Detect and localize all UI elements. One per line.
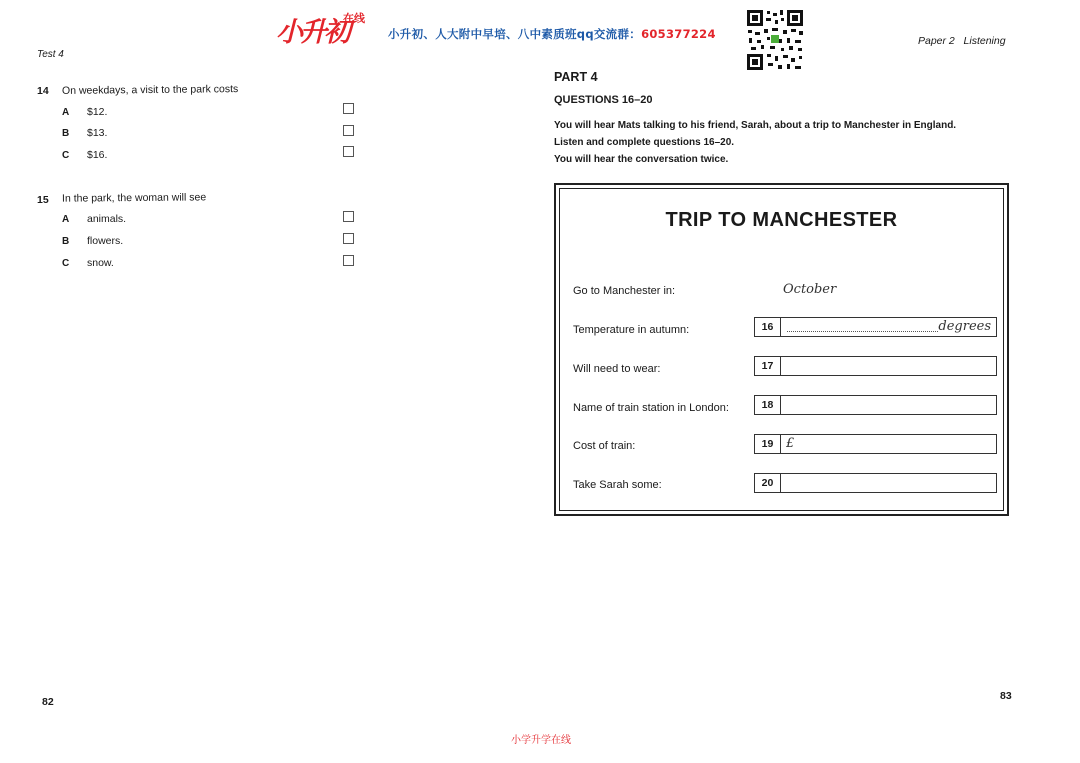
q14-option-letter-a: A [62,107,70,118]
answer-prefix-19: £ [786,436,795,451]
right-page-header: Paper 2 Listening [918,35,1006,47]
part-heading: PART 4 [554,70,598,84]
left-page-number: 82 [42,696,54,708]
logo-text: 小升初 [276,17,348,48]
notes-form [554,183,1009,516]
q14-option-text-c: $16. [87,149,108,161]
answer-number-18: 18 [755,396,781,414]
answer-unit-16: degrees [938,319,991,334]
q14-checkbox-a[interactable] [343,103,354,114]
q15-checkbox-c[interactable] [343,255,354,266]
instruction-line-2: Listen and complete questions 16–20. [554,137,735,148]
answer-field-18[interactable] [754,395,997,415]
left-page-header: Test 4 [37,49,64,60]
answer-number-16: 16 [755,318,781,336]
label-20: Take Sarah some: [573,479,662,491]
q14-checkbox-b[interactable] [343,125,354,136]
label-16: Temperature in autumn: [573,324,690,336]
watermark-banner [388,26,716,42]
question-number-14: 14 [37,85,49,97]
question-text-15: In the park, the woman will see [61,191,207,205]
qr-code-icon [745,8,805,72]
question-number-15: 15 [37,194,49,206]
label-17: Will need to wear: [573,363,661,375]
q14-option-text-a: $12. [87,106,108,118]
q15-checkbox-b[interactable] [343,233,354,244]
banner-number: 605377224 [641,27,716,41]
example-answer: October [783,282,837,297]
answer-field-17[interactable] [754,356,997,376]
q14-option-letter-b: B [62,128,70,139]
q15-checkbox-a[interactable] [343,211,354,222]
dotted-line [787,331,938,332]
question-text-14: On weekdays, a visit to the park costs [61,83,239,97]
answer-number-20: 20 [755,474,781,492]
q15-option-letter-b: B [62,236,70,247]
answer-field-20[interactable] [754,473,997,493]
banner-text: 小升初、人大附中早培、八中素质班qq交流群： [388,27,642,41]
answer-field-19[interactable] [754,434,997,454]
q14-option-letter-c: C [62,150,70,161]
q15-option-text-b: flowers. [87,235,124,247]
q15-option-text-a: animals. [87,213,127,225]
q14-checkbox-c[interactable] [343,146,354,157]
form-title: TRIP TO MANCHESTER [665,209,898,231]
footer-watermark[interactable]: 小学升学在线 [511,735,571,746]
instruction-line-3: You will hear the conversation twice. [554,154,729,165]
q15-option-letter-c: C [62,258,70,269]
answer-number-17: 17 [755,357,781,375]
q15-option-text-c: snow. [87,257,114,269]
example-label: Go to Manchester in: [573,285,676,297]
questions-heading: QUESTIONS 16–20 [554,94,653,106]
q15-option-letter-a: A [62,214,70,225]
logo-tag: 在线 [343,12,365,25]
instruction-line-1: You will hear Mats talking to his friend, Sarah, about a trip to Manchester in England. [554,120,957,131]
brand-logo [276,6,376,46]
right-page-number: 83 [1000,690,1012,702]
answer-field-16[interactable] [754,317,997,337]
label-18: Name of train station in London: [573,402,729,414]
q14-option-text-b: $13. [87,127,108,139]
label-19: Cost of train: [573,440,636,452]
answer-number-19: 19 [755,435,781,453]
